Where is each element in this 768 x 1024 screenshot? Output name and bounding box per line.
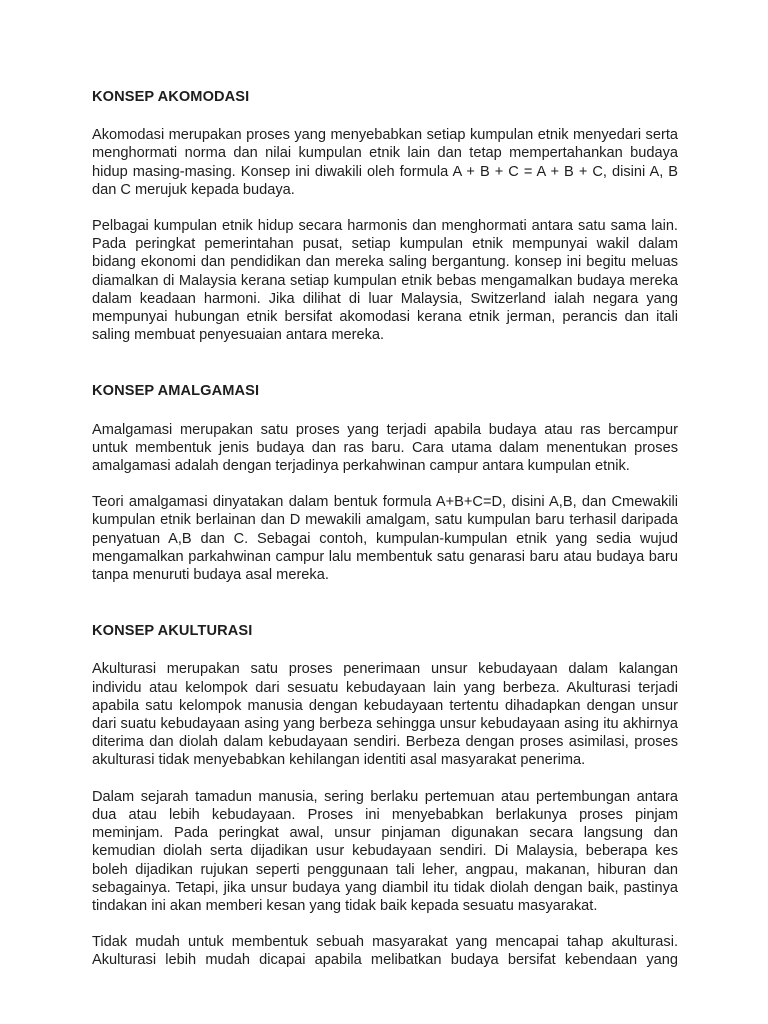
heading-amalgamasi: KONSEP AMALGAMASI <box>92 383 260 400</box>
paragraph-akomodasi-1: Akomodasi merupakan proses yang menyebabkan setiap kumpulan etnik menyedari serta menghormati norma dan nilai kumpulan etnik lain dan tetap mempertahankan budaya hidup masing-masing. Konsep ini diwakili oleh formula A + B + C = A + B + C, disini A, B dan C merujuk kepada budaya. <box>92 127 678 198</box>
paragraph-akulturasi-2: Dalam sejarah tamadun manusia, sering berlaku pertemuan atau pertembungan antara dua atau lebih kebudayaan. Proses ini menyebabkan berlakunya proses pinjam meminjam. Pada peringkat awal, unsur pinjaman digunakan secara langsung dan kemudian diolah serta dijadikan usur kebudayaan sendiri. Di Malaysia, beberapa kes boleh dijadikan rujukan seperti penggunaan tali leher, angpau, makanan, hiburan dan sebagainya. Tetapi, jika unsur budaya yang diambil itu tidak diolah dengan baik, pastinya tindakan ini akan memberi kesan yang tidak baik kepada sesuatu masyarakat. <box>92 788 678 914</box>
section-divider <box>92 602 678 622</box>
paragraph-amalgamasi-1: Amalgamasi merupakan satu proses yang terjadi apabila budaya atau ras bercampur untuk membentuk jenis budaya dan ras baru. Cara utama dalam menentukan proses amalgamasi adalah dengan terjadinya perkahwinan campur antara kumpulan etnik. <box>92 421 678 475</box>
section-divider <box>92 362 678 382</box>
document-page <box>92 88 678 988</box>
paragraph-akulturasi-3: Tidak mudah untuk membentuk sebuah masyarakat yang mencapai tahap akulturasi. Akulturasi lebih mudah dicapai apabila melibatkan budaya bersifat kebendaan yang <box>92 934 678 969</box>
paragraph-akulturasi-1: Akulturasi merupakan satu proses penerimaan unsur kebudayaan dalam kalangan individu atau kelompok dari sesuatu kebudayaan lain yang berbeza. Akulturasi terjadi apabila satu kelompok manusia dengan kebudayaan tertentu dihadapkan dengan unsur dari suatu kebudayaan asing yang berbeza sehingga unsur kebudayaan asing itu akhirnya diterima dan diolah dalam kebudayaan sendiri. Berbeza dengan proses asimilasi, proses akulturasi tidak menyebabkan kehilangan identiti asal masyarakat penerima. <box>92 661 678 769</box>
heading-akulturasi: KONSEP AKULTURASI <box>92 623 253 640</box>
heading-akomodasi: KONSEP AKOMODASI <box>92 89 250 105</box>
paragraph-amalgamasi-2: Teori amalgamasi dinyatakan dalam bentuk formula A+B+C=D, disini A,B, dan Cmewakili kumpulan etnik berlainan dan D mewakili amalgam, satu kumpulan baru terhasil daripada penyatuan A,B dan C. Sebagai contoh, kumpulan-kumpulan etnik yang sedia wujud mengamalkan parkahwinan campur lalu membentuk satu genarasi baru atau budaya baru tanpa menuruti budaya asal mereka. <box>92 494 678 584</box>
paragraph-akomodasi-2: Pelbagai kumpulan etnik hidup secara harmonis dan menghormati antara satu sama lain. Pada peringkat pemerintahan pusat, setiap kumpulan etnik mempunyai wakil dalam bidang ekonomi dan pendidikan dan mereka saling bergantung. konsep ini begitu meluas diamalkan di Malaysia kerana setiap kumpulan etnik bebas mengamalkan budaya mereka dalam keadaan harmoni. Jika dilihat di luar Malaysia, Switzerland ialah negara yang mempunyai hubungan etnik bersifat akomodasi kerana etnik jerman, perancis dan itali saling membuat penyesuaian antara mereka. <box>92 218 678 344</box>
